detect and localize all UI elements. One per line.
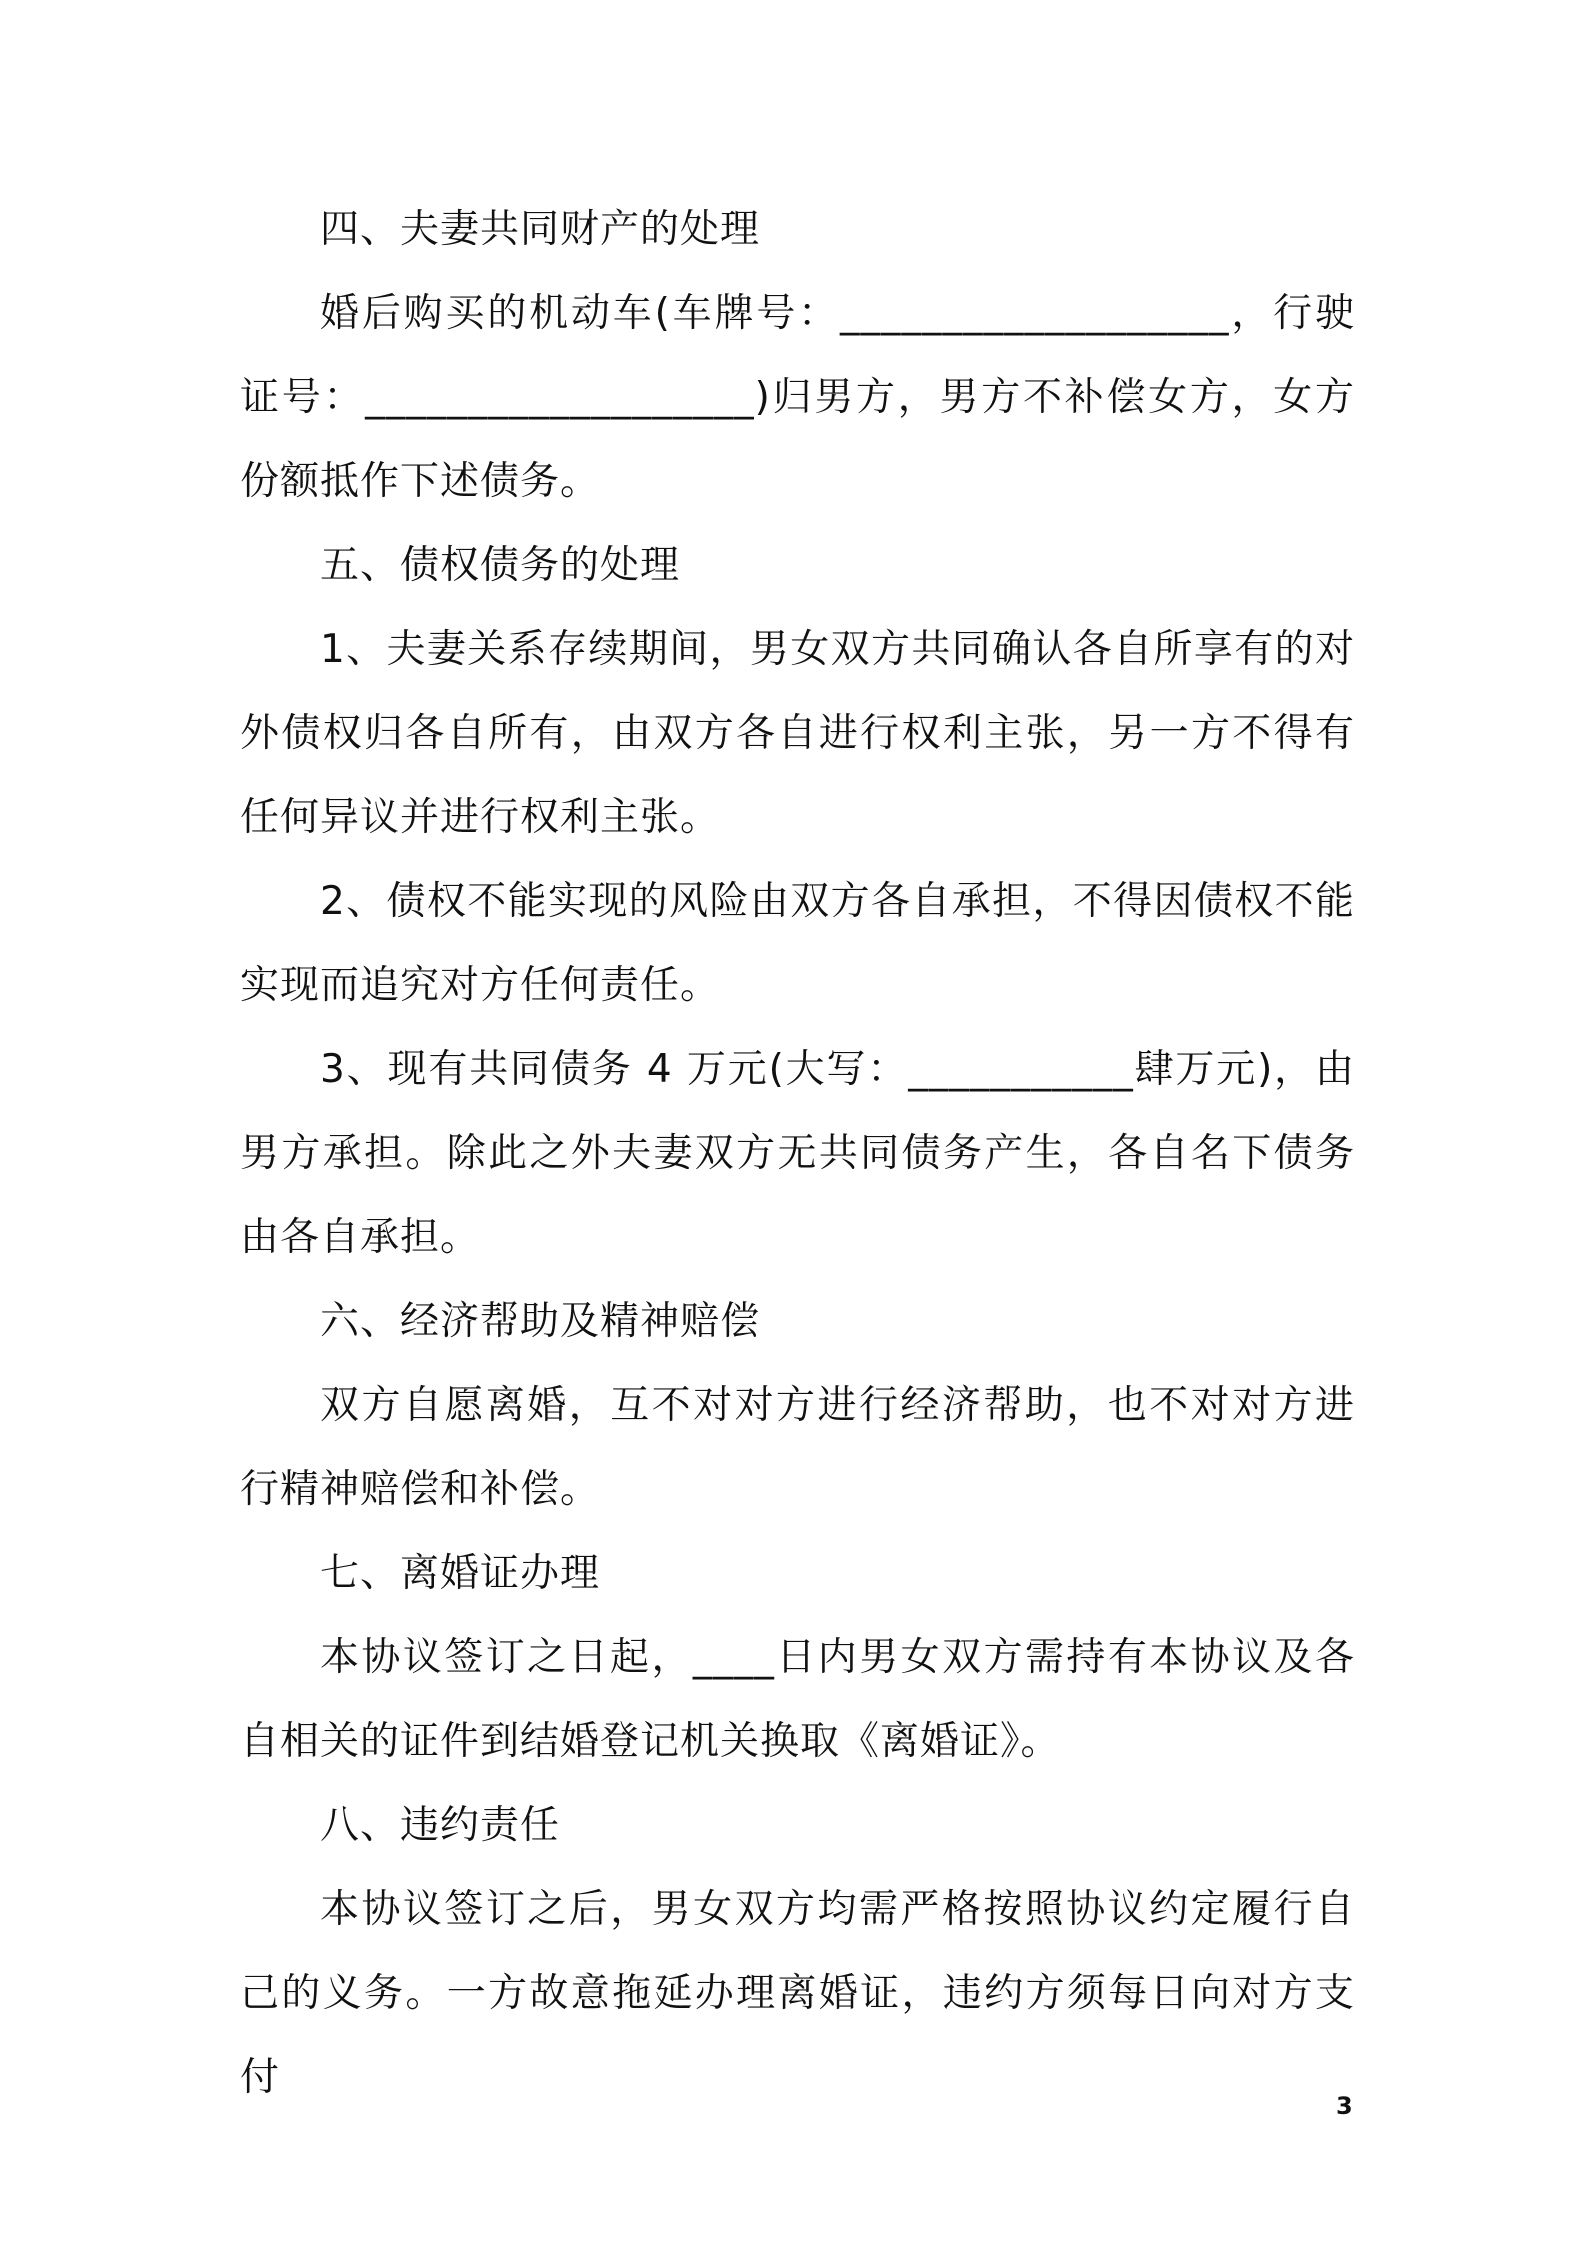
paragraph-debt-1: 1、夫妻关系存续期间，男女双方共同确认各自所享有的对外债权归各自所有，由双方各自进行权利主张，另一方不得有任何异议并进行权利主张。 (240, 627, 1355, 840)
paragraph-breach: 本协议签订之后，男女双方均需严格按照协议约定履行自己的义务。一方故意拖延办理离婚证，违约方须每日向对方支付 (240, 1887, 1355, 2100)
page-number: 3 (1336, 2092, 1353, 2120)
section-heading-breach: 八、违约责任 (320, 1803, 561, 1848)
paragraph-compensation: 双方自愿离婚，互不对对方进行经济帮助，也不对对方进行精神赔偿和补偿。 (240, 1383, 1355, 1512)
paragraph-debt-3: 3、现有共同债务 4 万元(大写：___________肆万元)，由男方承担。除此之外夫妻双方无共同债务产生，各自名下债务由各自承担。 (240, 1047, 1355, 1260)
section-heading-property: 四、夫妻共同财产的处理 (320, 207, 761, 252)
paragraph-certificate: 本协议签订之日起，____日内男女双方需持有本协议及各自相关的证件到结婚登记机关换取《离婚证》。 (240, 1635, 1355, 1764)
paragraph-debt-2: 2、债权不能实现的风险由双方各自承担，不得因债权不能实现而追究对方任何责任。 (240, 879, 1355, 1008)
paragraph-vehicle: 婚后购买的机动车(车牌号：___________________，行驶证号：___________________)归男方，男方不补偿女方，女方份额抵作下述债务。 (240, 291, 1355, 504)
section-heading-compensation: 六、经济帮助及精神赔偿 (320, 1299, 761, 1344)
section-heading-debts: 五、债权债务的处理 (320, 543, 681, 588)
section-heading-certificate: 七、离婚证办理 (320, 1551, 601, 1596)
document-body (240, 188, 1355, 2120)
